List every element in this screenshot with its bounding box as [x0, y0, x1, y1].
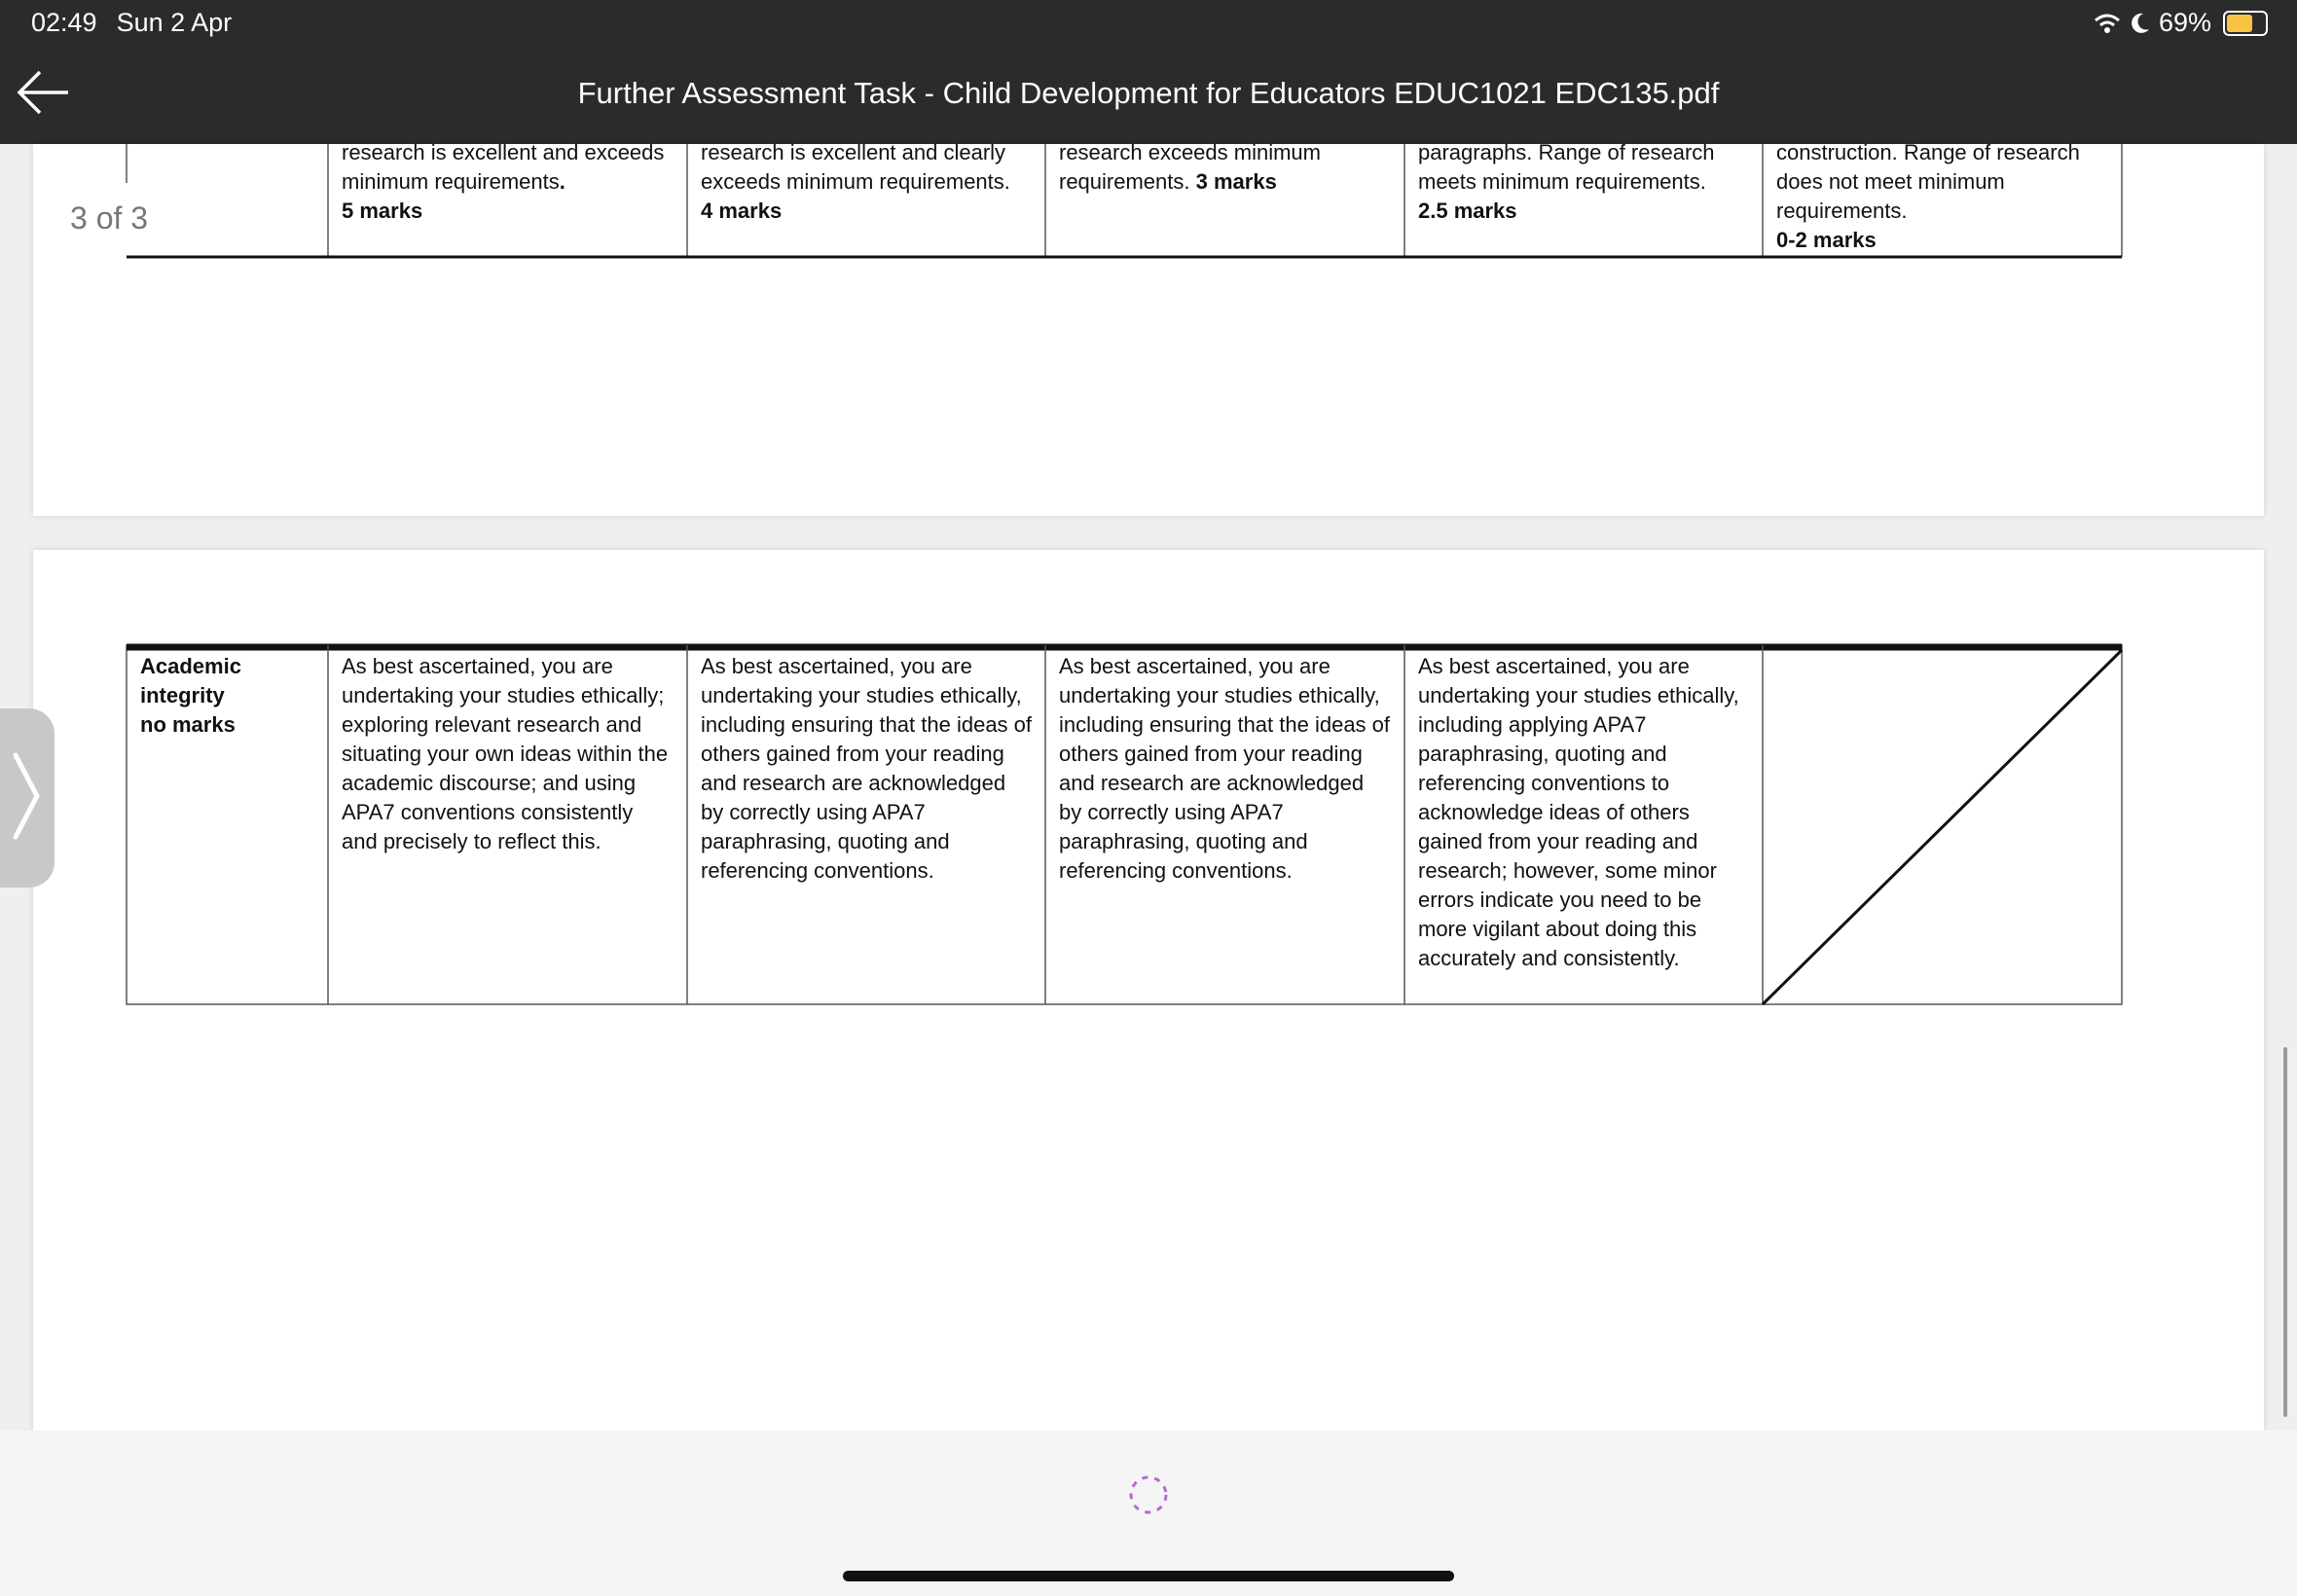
marks-label: 0-2 marks — [1776, 228, 1877, 252]
top-bar — [0, 0, 2297, 144]
marks-label: 3 marks — [1195, 169, 1277, 194]
marks-label: 4 marks — [701, 199, 783, 223]
status-date: Sun 2 Apr — [116, 8, 233, 37]
rubric-academic-integrity-row — [33, 550, 2264, 1007]
sidebar-toggle-handle[interactable] — [0, 708, 55, 888]
status-indicators — [2093, 8, 2268, 38]
integrity-cell-3: As best ascertained, you are undertaking your studies ethically, including ensuring that the ideas of others gained from your reading and research are acknowledged by correctly using APA7 paraphrasing, quoting and referencing conventions. — [1059, 654, 1391, 883]
wifi-icon — [2093, 12, 2122, 35]
chevron-right-icon — [10, 747, 43, 845]
status-time: 02:49 — [31, 8, 97, 37]
loading-spinner-icon — [1127, 1473, 1170, 1516]
status-clock — [31, 8, 232, 38]
integrity-cell-2: As best ascertained, you are undertaking your studies ethically, including ensuring that the ideas of others gained from your reading and research are acknowledged by correctly using APA7 paraphrasing, quoting and referencing conventions. — [701, 654, 1033, 883]
document-title: Further Assessment Task - Child Development for Educators EDUC1021 EDC135.pdf — [577, 76, 1720, 110]
rubric-cell-2-5-marks: paragraphs. Range of research meets minimum requirements. 2.5 marks — [1418, 140, 1715, 223]
integrity-cell-4: As best ascertained, you are undertaking your studies ethically, including applying APA7 paraphrasing, quoting and referencing conventions to acknowledge ideas of others gained from your reading and research; however, some minor errors indicate you need to be more vigilant about doing this accurately and consistently. — [1418, 654, 1739, 970]
pdf-page-previous — [33, 140, 2264, 516]
page-indicator: 3 of 3 — [70, 200, 149, 236]
battery-percent: 69% — [2158, 8, 2211, 37]
pdf-page-3 — [33, 550, 2264, 1431]
rubric-cell-4-marks: research is excellent and clearly exceeds minimum requirements. 4 marks — [701, 140, 1010, 223]
battery-icon — [2223, 11, 2268, 36]
rubric-cell-5-marks: research is excellent and exceeds minimum requirements. 5 marks — [342, 140, 665, 223]
row-label-academic-integrity: Academic integrity no marks — [140, 654, 241, 737]
marks-label: 2.5 marks — [1418, 199, 1517, 223]
scrollbar[interactable] — [2283, 1047, 2287, 1417]
marks-label: 5 marks — [342, 199, 423, 223]
integrity-cell-1: As best ascertained, you are undertaking your studies ethically; exploring relevant research and situating your own ideas within the academic discourse; and using APA7 conventions consistently and precisely to reflect this. — [342, 654, 669, 853]
rubric-cell-0-2-marks: construction. Range of research does not meet minimum requirements. 0-2 marks — [1776, 140, 2080, 252]
moon-icon — [2130, 12, 2151, 35]
rubric-top-row — [33, 140, 2264, 261]
home-indicator[interactable] — [843, 1571, 1454, 1581]
rubric-cell-3-marks: research exceeds minimum requirements. 3 marks — [1059, 140, 1321, 194]
